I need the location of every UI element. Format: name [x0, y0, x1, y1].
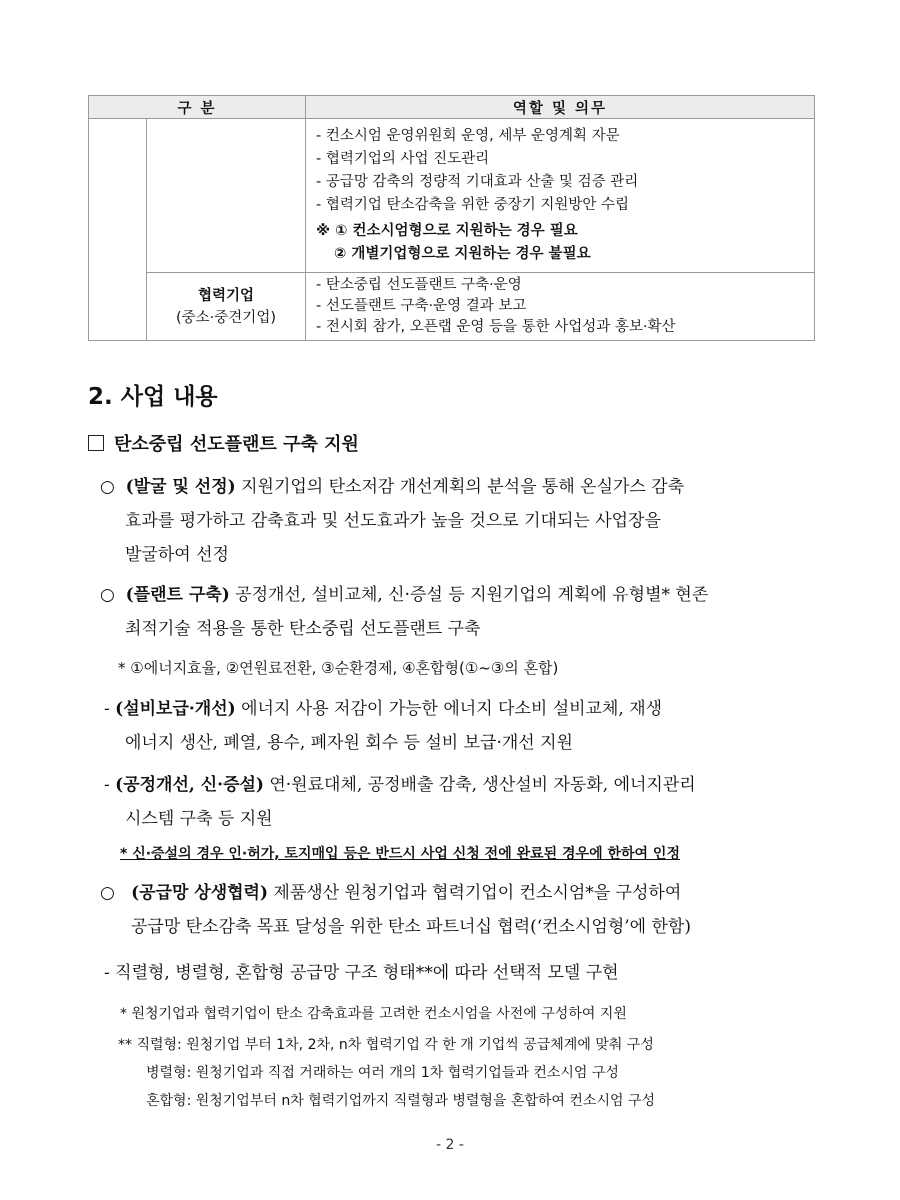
partner-name: 협력기업	[197, 287, 255, 304]
dash: -	[104, 699, 110, 719]
note-line: ② 개별기업형으로 지원하는 경우 불필요	[334, 246, 591, 262]
item-text: 공급망 탄소감축 목표 달성을 위한 탄소 파트너십 협력(‘컨소시엄형’에 한함)	[131, 917, 691, 937]
consortium-roles-cell	[306, 119, 815, 273]
item-label: (공정개선, 신·증설)	[115, 775, 264, 795]
item-process	[104, 768, 696, 836]
bullet: ○	[100, 585, 115, 605]
list-item: - 컨소시엄 운영위원회 운영, 세부 운영계획 자문	[316, 128, 620, 144]
item-discovery	[100, 470, 684, 572]
list-item: - 전시회 참가, 오픈랩 운영 등을 통한 사업성과 홍보·확산	[316, 319, 676, 335]
partner-roles-cell	[306, 273, 815, 341]
checkbox-icon	[88, 435, 104, 451]
item-text: 에너지 사용 저감이 가능한 에너지 다소비 설비교체, 재생	[235, 699, 663, 719]
footnote: 혼합형: 원청기업부터 n차 협력기업까지 직렬형과 병렬형을 혼합하여 컨소시엄 구성	[146, 1093, 656, 1109]
item-label: (설비보급·개선)	[115, 699, 236, 719]
item-label: (공급망 상생협력)	[131, 883, 269, 903]
table-row-consortium	[89, 119, 815, 273]
note-line: ※ ① 컨소시엄형으로 지원하는 경우 필요	[316, 223, 578, 239]
empty-cell	[89, 119, 147, 341]
list-item: - 공급망 감축의 정량적 기대효과 산출 및 검증 관리	[316, 174, 639, 190]
table-header-row	[89, 96, 815, 119]
empty-cell	[147, 119, 306, 273]
page-number: - 2 -	[436, 1137, 464, 1153]
item-text: 공정개선, 설비교체, 신·증설 등 지원기업의 계획에 유형별* 현존	[229, 585, 709, 605]
item-text: 최적기술 적용을 통한 탄소중립 선도플랜트 구축	[125, 619, 481, 639]
item-text: 발굴하여 선정	[125, 545, 229, 565]
item-supply	[100, 876, 691, 944]
footnote: 병렬형: 원청기업과 직접 거래하는 여러 개의 1차 협력기업들과 컨소시엄 구성	[146, 1065, 619, 1081]
item-label: (플랜트 구축)	[125, 585, 230, 605]
item-text: 지원기업의 탄소저감 개선계획의 분석을 통해 온실가스 감축	[235, 477, 685, 497]
list-item: - 탄소중립 선도플랜트 구축·운영	[316, 277, 522, 293]
item-plant	[100, 578, 708, 646]
item-text: - 직렬형, 병렬형, 혼합형 공급망 구조 형태**에 따라 선택적 모델 구현	[104, 963, 619, 983]
item-equipment	[104, 692, 662, 760]
footnote: * 원청기업과 협력기업이 탄소 감축효과를 고려한 컨소시엄을 사전에 구성하여 지원	[120, 1006, 627, 1022]
partner-label-cell	[147, 273, 306, 341]
footnote: * ①에너지효율, ②연원료전환, ③순환경제, ④혼합형(①~③의 혼합)	[118, 659, 559, 677]
footnote: ** 직렬형: 원청기업 부터 1차, 2차, n차 협력기업 각 한 개 기업씩 공급체계에 맞춰 구성	[118, 1037, 654, 1053]
bullet: ○	[100, 477, 115, 497]
legal-note: * 신·증설의 경우 인·허가, 토지매입 등은 반드시 사업 신청 전에 완료된 경우에 한하여 인정	[120, 846, 680, 862]
item-text: 연·원료대체, 공정배출 감축, 생산설비 자동화, 에너지관리	[263, 775, 696, 795]
subsection-title-text: 탄소중립 선도플랜트 구축 지원	[114, 434, 359, 455]
header-roles: 역할 및 의무	[306, 96, 815, 119]
list-item: - 협력기업 탄소감축을 위한 중장기 지원방안 수립	[316, 197, 630, 213]
header-category: 구 분	[89, 96, 306, 119]
roles-table	[88, 95, 815, 341]
item-text: 시스템 구축 등 지원	[125, 809, 273, 829]
item-model	[104, 956, 619, 990]
bullet: ○	[100, 883, 115, 903]
table-row-partner	[89, 273, 815, 341]
item-text: 에너지 생산, 폐열, 용수, 폐자원 회수 등 설비 보급·개선 지원	[125, 733, 573, 753]
list-item: - 선도플랜트 구축·운영 결과 보고	[316, 298, 527, 314]
item-text: 효과를 평가하고 감축효과 및 선도효과가 높을 것으로 기대되는 사업장을	[125, 511, 661, 531]
partner-subtitle: (중소·중견기업)	[176, 309, 276, 326]
item-label: (발굴 및 선정)	[125, 477, 236, 497]
section-title: 2. 사업 내용	[88, 384, 218, 410]
dash: -	[104, 775, 110, 795]
list-item: - 협력기업의 사업 진도관리	[316, 151, 490, 167]
item-text: 제품생산 원청기업과 협력기업이 컨소시엄*을 구성하여	[268, 883, 682, 903]
subsection-title	[88, 430, 359, 456]
